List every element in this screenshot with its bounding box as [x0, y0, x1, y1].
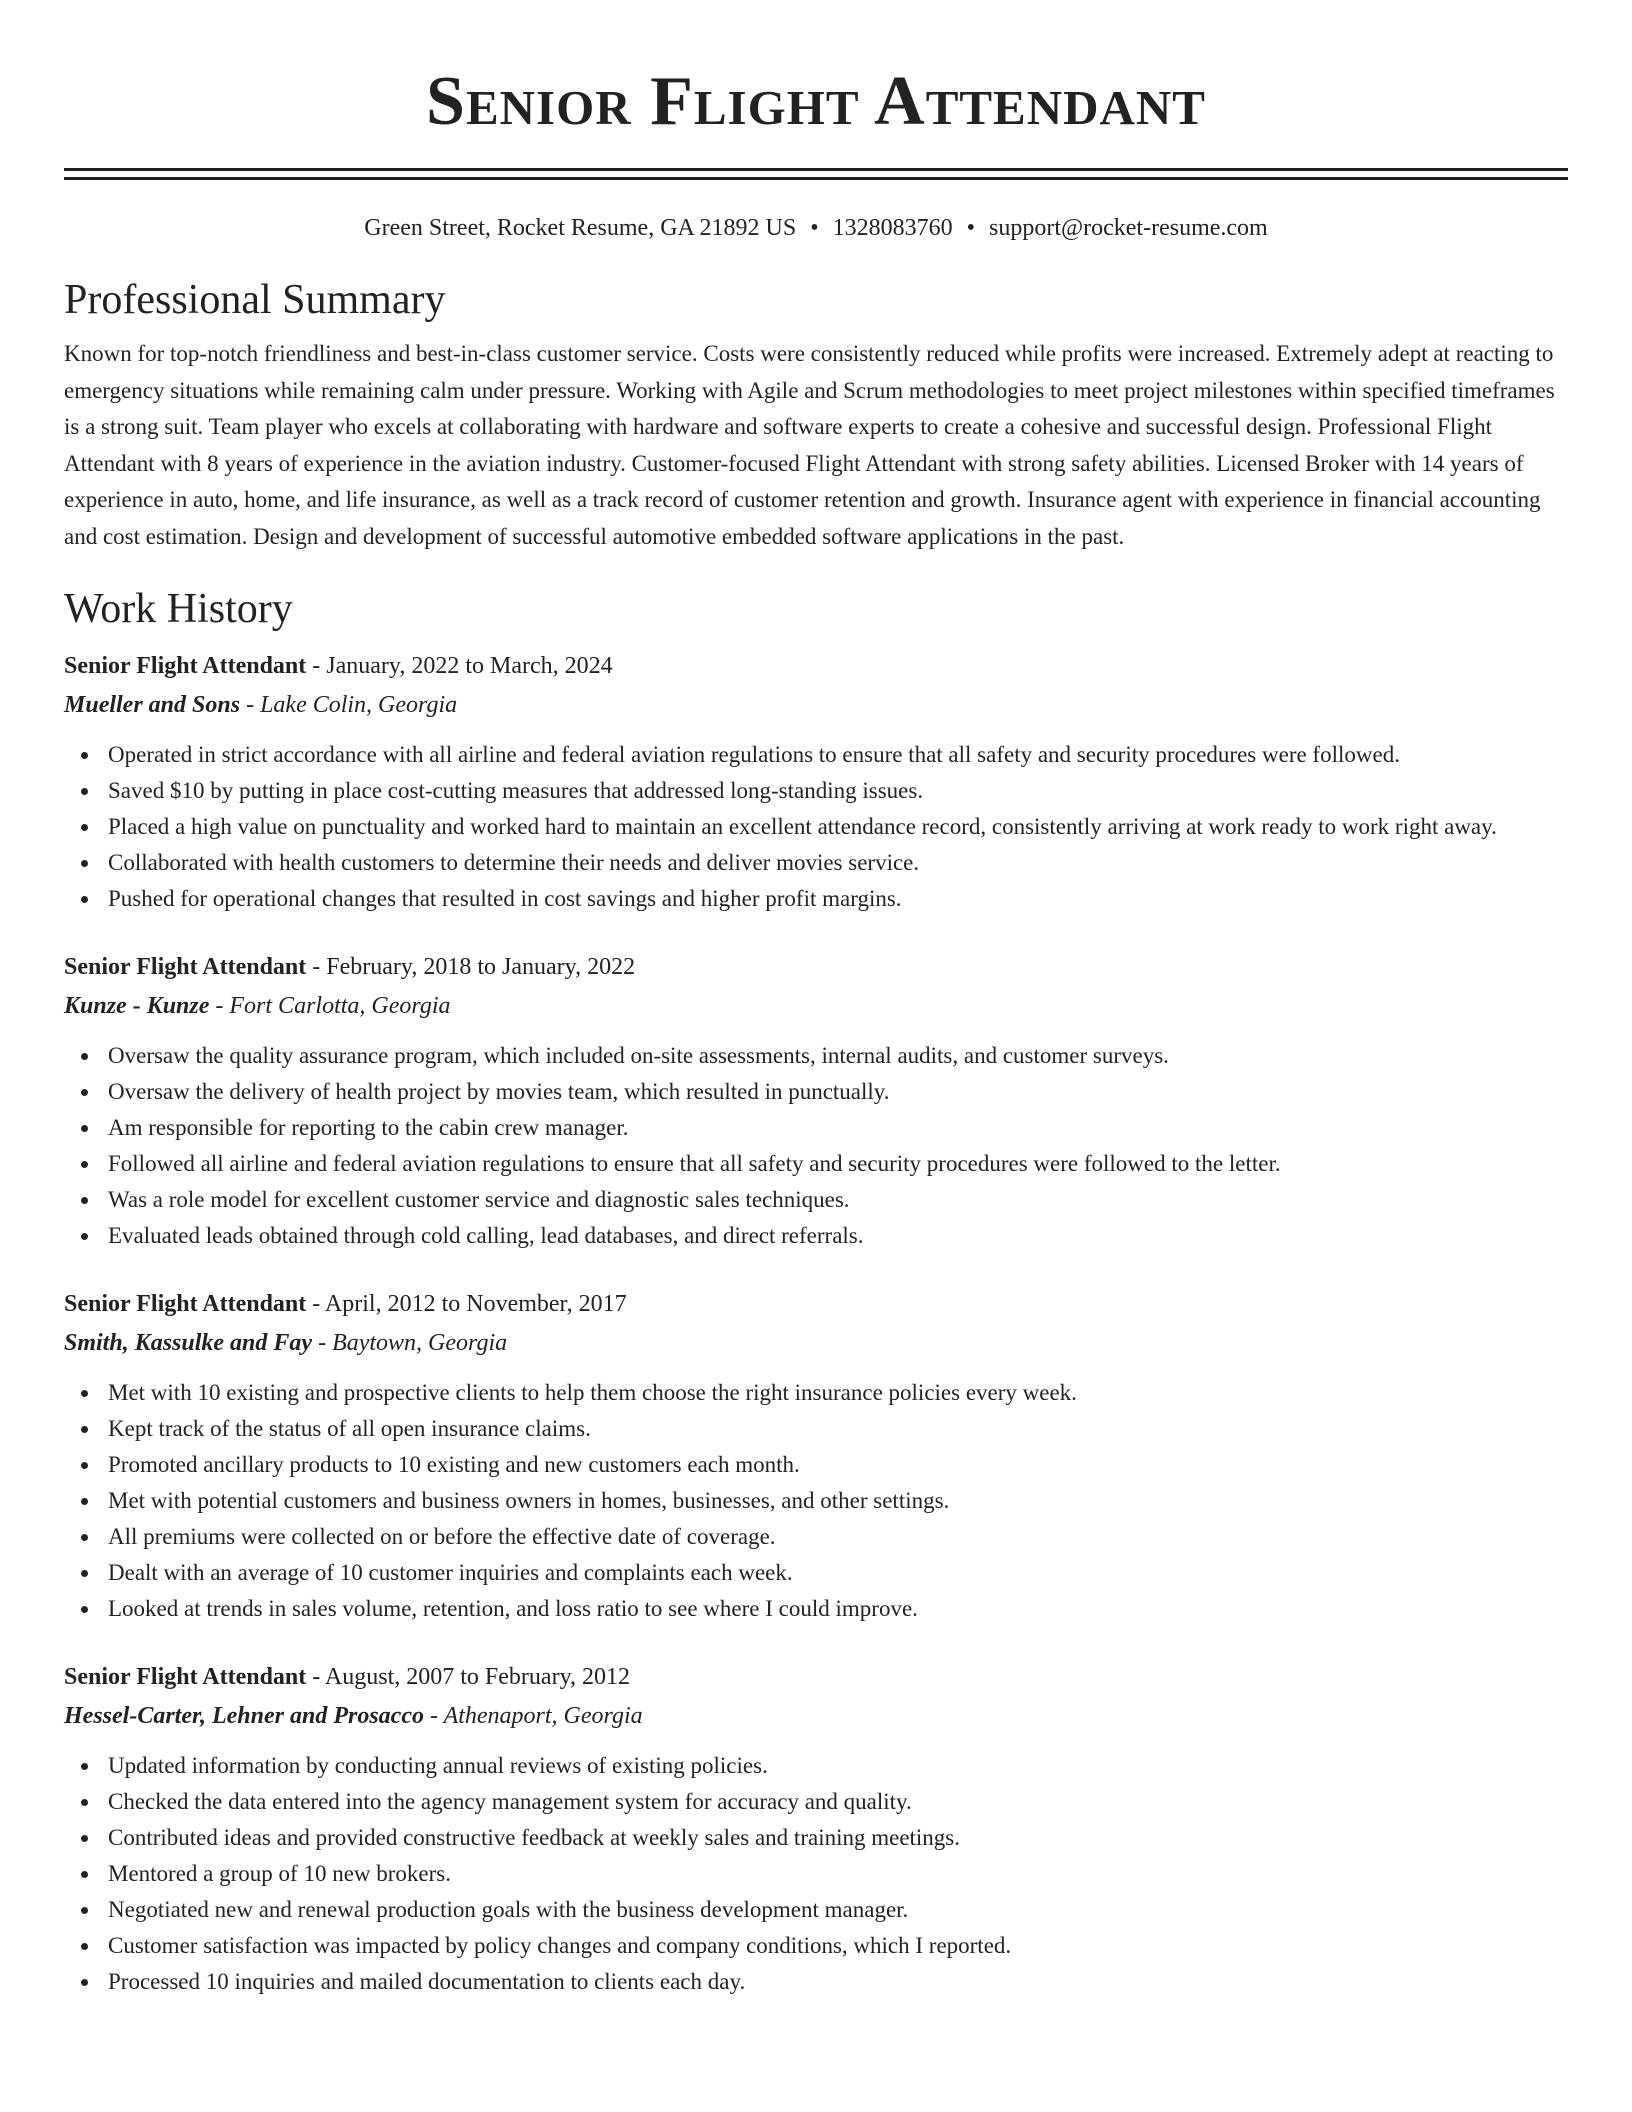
- duty-item: Promoted ancillary products to 10 existing and new customers each month.: [108, 1447, 1568, 1483]
- summary-text: Known for top-notch friendliness and best-in-class customer service. Costs were consistently reduced while profits were increased. Extremely adept at reacting to emergency situations while remaining calm under pressure. Working with Agile and Scrum methodologies to meet project milestones within specified timeframes is a strong suit. Team player who excels at collaborating with hardware and software experts to create a cohesive and successful design. Professional Flight Attendant with 8 years of experience in the aviation industry. Customer-focused Flight Attendant with strong safety abilities. Licensed Broker with 14 years of experience in auto, home, and life insurance, as well as a track record of customer retention and growth. Insurance agent with experience in financial accounting and cost estimation. Design and development of successful automotive embedded software applications in the past.: [64, 341, 1555, 549]
- title-divider-bottom: [64, 177, 1568, 180]
- duty-item: Negotiated new and renewal production goals with the business development manager.: [108, 1892, 1568, 1928]
- job-title: Senior Flight Attendant: [64, 1664, 307, 1690]
- resume-title: Senior Flight Attendant: [426, 63, 1206, 140]
- duty-item: Am responsible for reporting to the cabin crew manager.: [108, 1110, 1568, 1146]
- duty-item: Was a role model for excellent customer service and diagnostic sales techniques.: [108, 1182, 1568, 1218]
- job-title-line: [64, 1285, 1568, 1323]
- duty-item: Mentored a group of 10 new brokers.: [108, 1856, 1568, 1892]
- company-name: Smith, Kassulke and Fay: [64, 1330, 313, 1356]
- job-entry: [64, 647, 1568, 917]
- duty-item: Checked the data entered into the agency management system for accuracy and quality.: [108, 1784, 1568, 1820]
- duty-item: Evaluated leads obtained through cold calling, lead databases, and direct referrals.: [108, 1218, 1568, 1254]
- duties-list: [64, 1748, 1568, 2000]
- duty-item: Updated information by conducting annual reviews of existing policies.: [108, 1748, 1568, 1784]
- job-title-line: [64, 1658, 1568, 1696]
- company-location: Lake Colin, Georgia: [260, 692, 458, 718]
- job-dates: August, 2007 to February, 2012: [324, 1664, 631, 1690]
- duty-item: Saved $10 by putting in place cost-cutting measures that addressed long-standing issues.: [108, 773, 1568, 809]
- duty-item: Operated in strict accordance with all airline and federal aviation regulations to ensure that all safety and security procedures were followed.: [108, 737, 1568, 773]
- duty-item: Placed a high value on punctuality and worked hard to maintain an excellent attendance record, consistently arriving at work ready to work right away.: [108, 809, 1568, 845]
- duty-item: Collaborated with health customers to determine their needs and deliver movies service.: [108, 845, 1568, 881]
- duty-item: Met with potential customers and business owners in homes, businesses, and other settings.: [108, 1483, 1568, 1519]
- job-dates: February, 2018 to January, 2022: [326, 954, 636, 980]
- job-dates: January, 2022 to March, 2024: [326, 653, 613, 679]
- company-dash: -: [424, 1703, 444, 1729]
- contact-line: [64, 212, 1568, 244]
- duty-item: Kept track of the status of all open insurance claims.: [108, 1411, 1568, 1447]
- summary-heading: Professional Summary: [64, 277, 446, 323]
- job-entry: [64, 948, 1568, 1254]
- job-title: Senior Flight Attendant: [64, 1291, 307, 1317]
- title-divider-top: [64, 168, 1568, 171]
- job-entry: [64, 1285, 1568, 1627]
- duty-item: Followed all airline and federal aviation regulations to ensure that all safety and security procedures were followed to the letter.: [108, 1146, 1568, 1182]
- duty-item: Customer satisfaction was impacted by policy changes and company conditions, which I reported.: [108, 1928, 1568, 1964]
- work-history-heading: Work History: [64, 586, 293, 632]
- company-location: Athenaport, Georgia: [443, 1703, 643, 1729]
- duties-list: [64, 1038, 1568, 1254]
- work-history-list: [64, 647, 1568, 2000]
- company-line: [64, 1323, 1568, 1363]
- job-dash: -: [306, 1664, 325, 1690]
- company-name: Kunze - Kunze: [64, 993, 210, 1019]
- job-title: Senior Flight Attendant: [64, 954, 307, 980]
- duty-item: Pushed for operational changes that resulted in cost savings and higher profit margins.: [108, 881, 1568, 917]
- duty-item: Oversaw the delivery of health project by movies team, which resulted in punctually.: [108, 1074, 1568, 1110]
- company-location: Baytown, Georgia: [332, 1330, 508, 1356]
- resume-page: [64, 0, 1568, 2000]
- company-location: Fort Carlotta, Georgia: [229, 993, 451, 1019]
- contact-address: Green Street, Rocket Resume, GA 21892 US: [364, 215, 797, 241]
- company-line: [64, 685, 1568, 725]
- duty-item: Contributed ideas and provided constructive feedback at weekly sales and training meetings.: [108, 1820, 1568, 1856]
- job-title-line: [64, 948, 1568, 986]
- job-entry: [64, 1658, 1568, 2000]
- duty-item: Oversaw the quality assurance program, which included on-site assessments, internal audits, and customer surveys.: [108, 1038, 1568, 1074]
- job-dash: -: [306, 1291, 325, 1317]
- duty-item: Processed 10 inquiries and mailed documentation to clients each day.: [108, 1964, 1568, 2000]
- contact-separator: •: [810, 215, 819, 241]
- company-dash: -: [240, 692, 261, 718]
- contact-phone: 1328083760: [832, 215, 953, 241]
- job-dash: -: [306, 653, 327, 679]
- job-title-line: [64, 647, 1568, 685]
- company-dash: -: [312, 1330, 333, 1356]
- company-dash: -: [209, 993, 230, 1019]
- duties-list: [64, 737, 1568, 917]
- company-line: [64, 986, 1568, 1026]
- company-line: [64, 1696, 1568, 1736]
- job-dash: -: [306, 954, 327, 980]
- job-dates: April, 2012 to November, 2017: [324, 1291, 627, 1317]
- job-title: Senior Flight Attendant: [64, 653, 307, 679]
- duty-item: Dealt with an average of 10 customer inquiries and complaints each week.: [108, 1555, 1568, 1591]
- duty-item: All premiums were collected on or before the effective date of coverage.: [108, 1519, 1568, 1555]
- contact-separator: •: [966, 215, 976, 241]
- contact-email: support@rocket-resume.com: [989, 215, 1268, 241]
- duties-list: [64, 1375, 1568, 1627]
- duty-item: Looked at trends in sales volume, retention, and loss ratio to see where I could improve.: [108, 1591, 1568, 1627]
- company-name: Hessel-Carter, Lehner and Prosacco: [64, 1703, 424, 1729]
- company-name: Mueller and Sons: [64, 692, 241, 718]
- duty-item: Met with 10 existing and prospective clients to help them choose the right insurance policies every week.: [108, 1375, 1568, 1411]
